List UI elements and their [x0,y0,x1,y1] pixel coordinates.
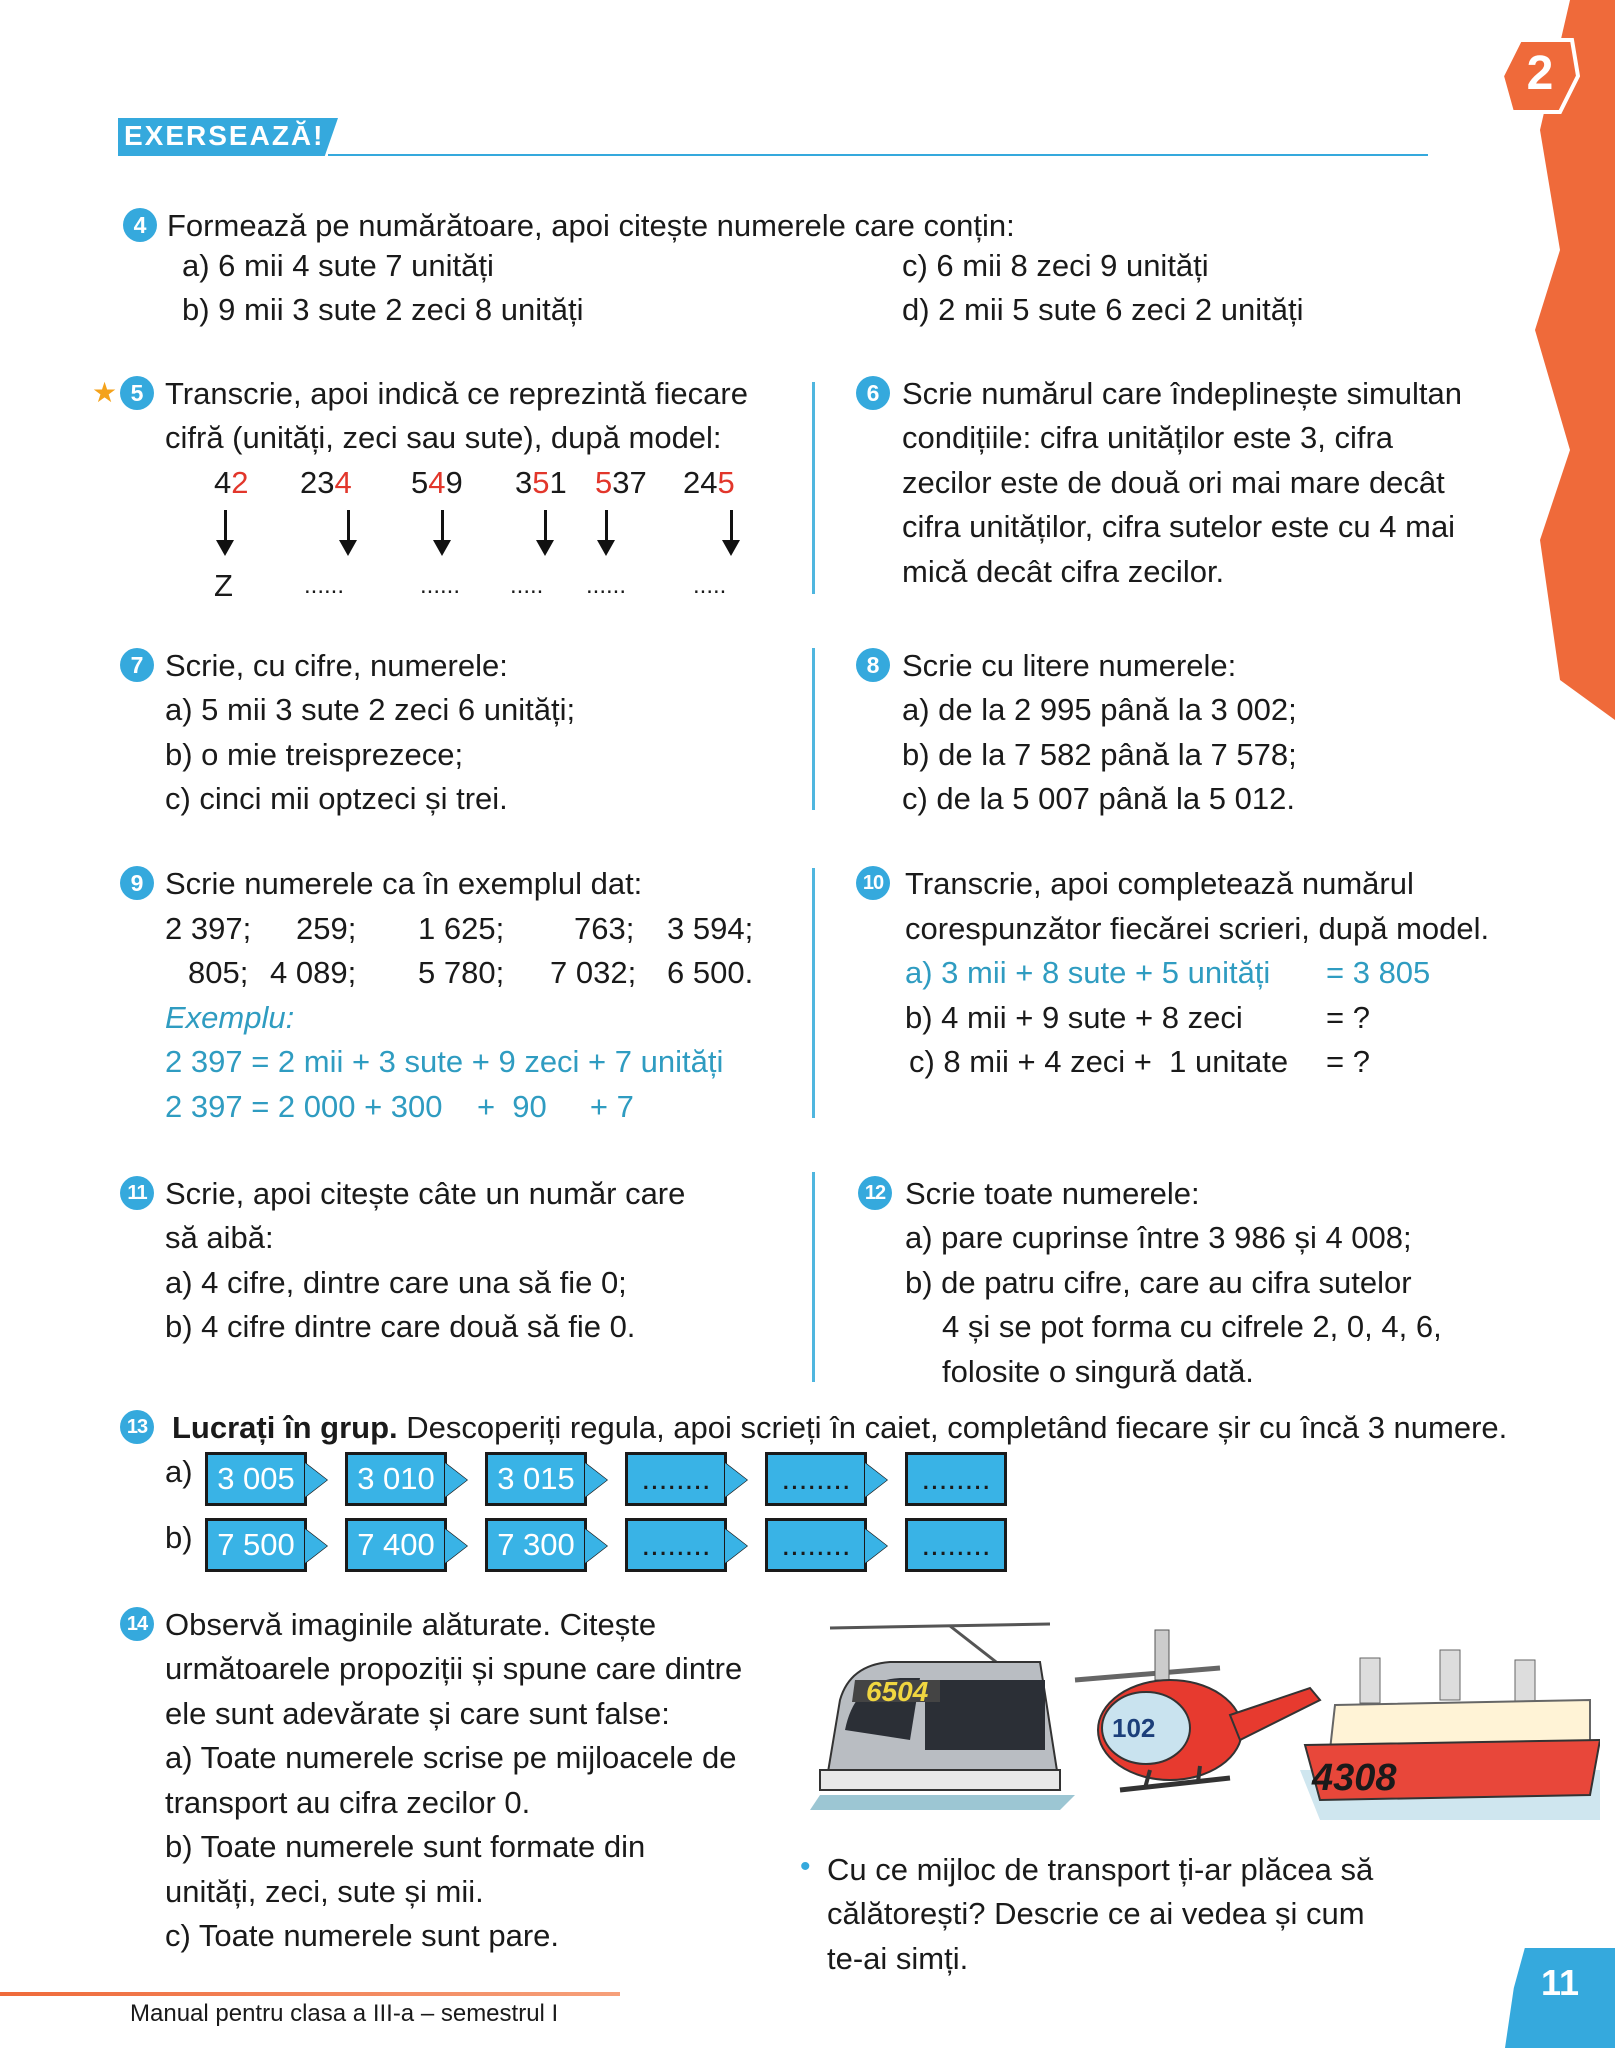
star-icon: ★ [92,377,118,408]
ex5-number-2: 234 [300,465,352,500]
exercise-14-line-7: unități, zeci, sute și mii. [165,1874,484,1909]
sequence-box: 7 500 [205,1518,307,1572]
sequence-blank-box[interactable]: ........ [765,1452,867,1506]
ship-number: 4308 [1312,1757,1397,1799]
exercise-5-line-2: cifră (unități, zeci sau sute), după model: [165,420,722,455]
arrow-right-icon [865,1529,887,1563]
exercise-10-number: 10 [856,866,890,900]
down-arrow-icon [441,510,444,552]
exercise-14-line-2: următoarele propoziții și spune care dintre [165,1651,743,1686]
footer-text: Manual pentru clasa a III-a – semestrul I [130,2000,559,2027]
ex9-row2-item: 7 032; [550,955,637,990]
arrow-right-icon [445,1463,467,1497]
ex9-row2-item: 6 500. [667,955,754,990]
exercise-6-line-4: cifra unităților, cifra sutelor este cu 4 mai [902,509,1456,544]
section-header [118,118,1518,158]
exercise-11-line-2: să aibă: [165,1220,274,1255]
exercise-8-line-1: Scrie cu litere numerele: [902,648,1237,683]
exercise-4-item-a: a) 6 mii 4 sute 7 unități [182,248,494,283]
exercise-7-line-4: c) cinci mii optzeci și trei. [165,781,508,816]
column-divider [812,868,815,1118]
ex9-row1-item: 763; [574,911,635,946]
exercise-14-line-1: Observă imaginile alăturate. Citește [165,1607,657,1642]
exercise-6-number: 6 [856,376,890,410]
ex5-answer-3: ...... [420,572,461,599]
exercise-10-line-2: corespunzător fiecărei scrieri, după model. [905,911,1490,946]
sequence-box: 7 300 [485,1518,587,1572]
ex10-row-c-left: c) 8 mii + 4 zeci + 1 unitate [909,1044,1289,1079]
down-arrow-icon [544,510,547,552]
ex9-example-line-2: 2 397 = 2 000 + 300 + 90 + 7 [165,1089,634,1124]
exercise-11-line-1: Scrie, apoi citește câte un număr care [165,1176,686,1211]
exercise-4-item-d: d) 2 mii 5 sute 6 zeci 2 unități [902,292,1304,327]
ex5-answer-4: ..... [510,572,544,599]
ex13-row-b-label: b) [165,1520,193,1555]
exercise-12-line-1: Scrie toate numerele: [905,1176,1200,1211]
exercise-14-line-3: ele sunt adevărate și care sunt false: [165,1696,670,1731]
sequence-box: 3 015 [485,1452,587,1506]
exercise-6-line-2: condițiile: cifra unităților este 3, cifra [902,420,1394,455]
ex9-row1-item: 2 397; [165,911,252,946]
exercise-14-line-4: a) Toate numerele scrise pe mijloacele de [165,1740,737,1775]
arrow-right-icon [865,1463,887,1497]
down-arrow-icon [730,510,733,552]
arrow-right-icon [305,1463,327,1497]
exercise-12-line-5: folosite o singură dată. [942,1354,1254,1389]
exercise-12-line-3: b) de patru cifre, care au cifra sutelor [905,1265,1412,1300]
ex14-question-line-1: Cu ce mijloc de transport ți-ar plăcea să [827,1852,1374,1887]
sequence-blank-box[interactable]: ........ [905,1518,1007,1572]
ex9-row1-item: 3 594; [667,911,754,946]
exercise-6-line-3: zecilor este de două ori mai mare decât [902,465,1445,500]
ex5-number-3: 549 [411,465,463,500]
sequence-blank-box[interactable]: ........ [905,1452,1007,1506]
ex9-example-label: Exemplu: [165,1000,295,1035]
exercise-14-line-5: transport au cifra zecilor 0. [165,1785,531,1820]
ex9-row2-item: 5 780; [418,955,505,990]
helicopter-image [1075,1630,1320,1790]
sequence-blank-box[interactable]: ........ [765,1518,867,1572]
ex5-number-6: 245 [683,465,735,500]
exercise-14-number: 14 [120,1607,154,1641]
exercise-6-line-5: mică decât cifra zecilor. [902,554,1225,589]
ex10-row-a-right: = 3 805 [1326,955,1431,990]
arrow-right-icon [585,1529,607,1563]
sequence-box: 3 010 [345,1452,447,1506]
exercise-12-line-2: a) pare cuprinse între 3 986 și 4 008; [905,1220,1412,1255]
ex5-answer-5: ...... [586,572,627,599]
ex9-row2-item: 4 089; [270,955,357,990]
exercise-7-line-3: b) o mie treisprezece; [165,737,464,772]
exercise-13-instruction [172,1406,1507,1450]
page-number: 11 [1540,1962,1580,2003]
exercise-13-text: Descoperiți regula, apoi scrieți în caiet, completând fiecare șir cu încă 3 numere. [397,1410,1508,1445]
exercise-6-line-1: Scrie numărul care îndeplinește simultan [902,376,1462,411]
exercise-11-line-4: b) 4 cifre dintre care două să fie 0. [165,1309,636,1344]
exercise-9-title: Scrie numerele ca în exemplul dat: [165,866,643,901]
column-divider [812,648,815,810]
exercise-11-line-3: a) 4 cifre, dintre care una să fie 0; [165,1265,627,1300]
ex14-question-line-2: călătorești? Descrie ce ai vedea și cum [827,1896,1365,1931]
exercise-8-line-4: c) de la 5 007 până la 5 012. [902,781,1295,816]
sequence-box: 7 400 [345,1518,447,1572]
ex10-row-c-right: = ? [1326,1044,1370,1079]
ex9-row1-item: 259; [296,911,357,946]
ex5-answer-6: ..... [693,572,727,599]
exercise-10-line-1: Transcrie, apoi completează numărul [905,866,1414,901]
sequence-box: 3 005 [205,1452,307,1506]
arrow-right-icon [305,1529,327,1563]
exercise-13-bold: Lucrați în grup. [172,1410,398,1445]
ex9-example-line-1: 2 397 = 2 mii + 3 sute + 9 zeci + 7 unități [165,1044,724,1079]
arrow-right-icon [725,1529,747,1563]
sequence-blank-box[interactable]: ........ [625,1452,727,1506]
exercise-11-number: 11 [120,1176,154,1210]
ex13-row-a-label: a) [165,1454,193,1489]
column-divider [812,382,815,594]
tram-number: 6504 [866,1676,929,1707]
column-divider [812,1172,815,1382]
helicopter-number: 102 [1112,1713,1156,1743]
arrow-right-icon [585,1463,607,1497]
ex5-answer-2: ...... [304,572,345,599]
exercise-14-line-6: b) Toate numerele sunt formate din [165,1829,646,1864]
exercise-8-number: 8 [856,648,890,682]
exercise-7-line-1: Scrie, cu cifre, numerele: [165,648,508,683]
arrow-right-icon [445,1529,467,1563]
exercise-12-number: 12 [858,1176,892,1210]
chapter-badge [1500,36,1580,116]
exercise-9-number: 9 [120,866,154,900]
exercise-7-number: 7 [120,648,154,682]
exercise-14-line-8: c) Toate numerele sunt pare. [165,1918,560,1953]
footer-rule [0,1992,620,1996]
down-arrow-icon [347,510,350,552]
ex10-row-a-left: a) 3 mii + 8 sute + 5 unități [905,955,1271,990]
exercise-8-line-2: a) de la 2 995 până la 3 002; [902,692,1297,727]
exercise-7-line-2: a) 5 mii 3 sute 2 zeci 6 unități; [165,692,576,727]
header-rule [328,154,1428,156]
tram-image [810,1624,1075,1810]
ex5-number-4: 351 [515,465,567,500]
transport-illustration [800,1620,1600,1820]
arrow-right-icon [725,1463,747,1497]
ex5-number-1: 42 [214,465,249,500]
exercise-13-number: 13 [120,1410,154,1444]
exercise-5-line-1: Transcrie, apoi indică ce reprezintă fiecare [165,376,748,411]
exercise-4-item-b: b) 9 mii 3 sute 2 zeci 8 unități [182,292,584,327]
chapter-number: 2 [1526,47,1554,100]
ex5-answer-1: Z [214,568,233,603]
ex10-row-b-right: = ? [1326,1000,1370,1035]
down-arrow-icon [605,510,608,552]
ex14-question-line-3: te-ai simți. [827,1941,969,1976]
down-arrow-icon [224,510,227,552]
ex9-row2-item: 805; [188,955,249,990]
ex5-number-5: 537 [595,465,647,500]
exercise-4-title: Formează pe numărătoare, apoi citește numerele care conțin: [167,208,1015,243]
ex9-row1-item: 1 625; [418,911,505,946]
sequence-blank-box[interactable]: ........ [625,1518,727,1572]
exercise-4-number: 4 [123,208,157,242]
exercise-4-item-c: c) 6 mii 8 zeci 9 unități [902,248,1209,283]
bullet-icon: • [800,1850,811,1883]
exercise-5-number: 5 [120,376,154,410]
section-badge-label: EXERSEAZĂ! [124,120,325,151]
ex10-row-b-left: b) 4 mii + 9 sute + 8 zeci [905,1000,1243,1035]
exercise-8-line-3: b) de la 7 582 până la 7 578; [902,737,1297,772]
exercise-12-line-4: 4 și se pot forma cu cifrele 2, 0, 4, 6, [942,1309,1442,1344]
